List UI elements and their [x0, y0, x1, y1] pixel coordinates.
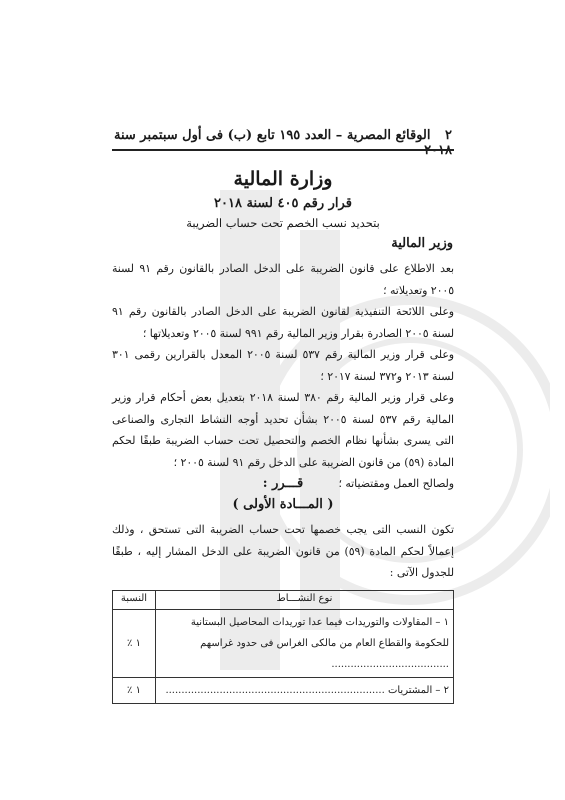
header-activity: نوع النشـــاط — [156, 591, 454, 610]
ministry-name: وزارة المالية — [233, 168, 333, 190]
preamble-line: ولصالح العمل ومقتضياته ؛ — [338, 477, 454, 490]
decree-subject: بتحديد نسب الخصم تحت حساب الضريبة — [186, 216, 380, 230]
rate-cell — [113, 610, 156, 678]
preamble-line: وعلى اللائحة التنفيذية لقانون الضريبة على الدخل الصادر بالقانون رقم ٩١ لسنة ٢٠٠٥ الصادرة بقرار وزير المالية رقم ٩٩١ لسنة ٢٠٠٥ وتعديلاتها ؛ — [112, 305, 454, 340]
gazette-title: الوقائع المصرية – العدد ١٩٥ تابع (ب) فى أول سبتمبر سنة ٢٠١٨ — [114, 128, 452, 158]
rate-value: ١ ٪ — [127, 638, 141, 649]
rates-table — [112, 590, 454, 704]
table-header-row — [113, 591, 454, 610]
running-header — [112, 128, 452, 158]
preamble-line: بعد الاطلاع على قانون الضريبة على الدخل الصادر بالقانون رقم ٩١ لسنة ٢٠٠٥ وتعديلاته ؛ — [112, 262, 454, 297]
minister-title: وزير المالية — [391, 236, 453, 251]
table-row — [113, 610, 454, 678]
page-number: ٢ — [445, 128, 452, 143]
activity-cell: ١ – المقاولات والتوريدات فيما عدا توريدات المحاصيل البستانية للحكومة والقطاع العام من مالكى الغراس فى حدود غراسهم ..................................... — [156, 610, 454, 678]
decided-heading: قـــرر : — [262, 476, 304, 491]
article-heading: ( المـــادة الأولى ) — [232, 497, 334, 512]
header-rule — [112, 149, 454, 151]
rate-cell: ١ ٪ — [113, 678, 156, 704]
table-row — [113, 678, 454, 704]
preamble-line: وعلى قرار وزير المالية رقم ٣٨٠ لسنة ٢٠١٨ بتعديل بعض أحكام قرار وزير المالية رقم ٥٣٧ لسنة ٢٠٠٥ بشأن تحديد أوجه النشاط التجارى والصناعى التى يسرى بشأنها نظام الخصم والتحصيل تحت حساب الضريبة طبقًا لحكم المادة (٥٩) من قانون الضريبة على الدخل رقم ٩١ لسنة ٢٠٠٥ ؛ — [112, 391, 454, 469]
activity-cell: ٢ – المشتريات ..................................................................... — [156, 678, 454, 704]
preamble — [112, 258, 454, 495]
header-rate: النسبة — [113, 591, 156, 610]
article-text: تكون النسب التى يجب خصمها تحت حساب الضريبة التى تستحق ، وذلك إعمالاً لحكم المادة (٥٩) من قانون الضريبة على الدخل المشار إليه ، طبقًا للجدول الآتى : — [112, 523, 454, 579]
preamble-line: وعلى قرار وزير المالية رقم ٥٣٧ لسنة ٢٠٠٥ المعدل بالقرارين رقمى ٣٠١ لسنة ٢٠١٣ و٣٧٢ لسنة ٢٠١٧ ؛ — [112, 348, 454, 383]
decree-number: قرار رقم ٤٠٥ لسنة ٢٠١٨ — [214, 196, 352, 211]
